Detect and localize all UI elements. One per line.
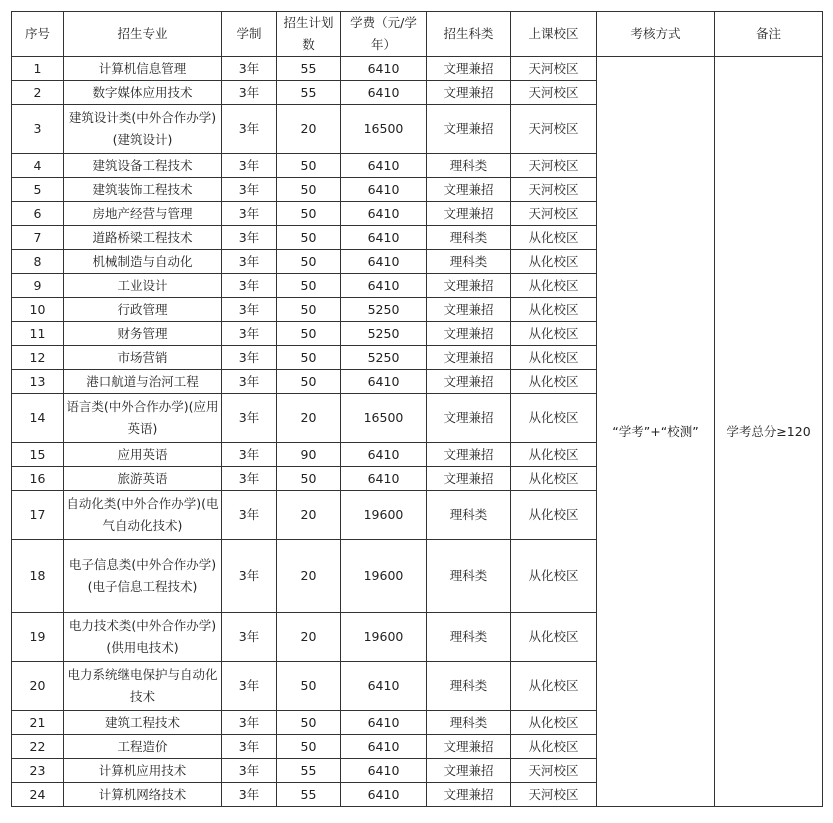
row-category: 文理兼招 [427, 274, 511, 298]
row-category: 理科类 [427, 540, 511, 613]
row-duration: 3年 [222, 491, 277, 540]
row-plan: 50 [277, 735, 341, 759]
row-no: 18 [12, 540, 64, 613]
row-campus: 天河校区 [511, 759, 597, 783]
row-fee: 19600 [341, 613, 427, 662]
row-category: 理科类 [427, 226, 511, 250]
row-category: 文理兼招 [427, 81, 511, 105]
row-campus: 从化校区 [511, 491, 597, 540]
row-campus: 天河校区 [511, 105, 597, 154]
row-category: 文理兼招 [427, 735, 511, 759]
row-fee: 16500 [341, 394, 427, 443]
row-fee: 16500 [341, 105, 427, 154]
row-plan: 50 [277, 250, 341, 274]
row-campus: 天河校区 [511, 57, 597, 81]
header-major: 招生专业 [64, 12, 222, 57]
header-duration: 学制 [222, 12, 277, 57]
row-major: 行政管理 [64, 298, 222, 322]
row-no: 12 [12, 346, 64, 370]
row-plan: 50 [277, 711, 341, 735]
row-campus: 天河校区 [511, 154, 597, 178]
row-fee: 5250 [341, 346, 427, 370]
row-campus: 从化校区 [511, 711, 597, 735]
row-campus: 从化校区 [511, 394, 597, 443]
row-duration: 3年 [222, 81, 277, 105]
row-duration: 3年 [222, 759, 277, 783]
row-category: 文理兼招 [427, 105, 511, 154]
row-category: 文理兼招 [427, 178, 511, 202]
row-fee: 6410 [341, 226, 427, 250]
row-plan: 20 [277, 105, 341, 154]
header-campus: 上课校区 [511, 12, 597, 57]
row-major: 电子信息类(中外合作办学)(电子信息工程技术) [64, 540, 222, 613]
row-major: 计算机应用技术 [64, 759, 222, 783]
row-duration: 3年 [222, 735, 277, 759]
header-remarks: 备注 [715, 12, 823, 57]
row-campus: 天河校区 [511, 178, 597, 202]
row-category: 文理兼招 [427, 394, 511, 443]
row-plan: 50 [277, 202, 341, 226]
row-plan: 50 [277, 662, 341, 711]
header-fee: 学费（元/学年） [341, 12, 427, 57]
row-major: 财务管理 [64, 322, 222, 346]
row-category: 文理兼招 [427, 346, 511, 370]
row-fee: 6410 [341, 370, 427, 394]
row-category: 文理兼招 [427, 467, 511, 491]
row-campus: 从化校区 [511, 274, 597, 298]
row-major: 房地产经营与管理 [64, 202, 222, 226]
row-no: 17 [12, 491, 64, 540]
row-no: 21 [12, 711, 64, 735]
row-duration: 3年 [222, 154, 277, 178]
row-plan: 50 [277, 154, 341, 178]
row-duration: 3年 [222, 540, 277, 613]
row-plan: 55 [277, 81, 341, 105]
row-major: 道路桥梁工程技术 [64, 226, 222, 250]
row-plan: 20 [277, 540, 341, 613]
row-category: 理科类 [427, 662, 511, 711]
row-duration: 3年 [222, 250, 277, 274]
row-duration: 3年 [222, 662, 277, 711]
row-fee: 5250 [341, 322, 427, 346]
row-fee: 6410 [341, 759, 427, 783]
row-campus: 从化校区 [511, 443, 597, 467]
row-duration: 3年 [222, 346, 277, 370]
row-duration: 3年 [222, 226, 277, 250]
row-no: 15 [12, 443, 64, 467]
row-no: 1 [12, 57, 64, 81]
row-major: 工业设计 [64, 274, 222, 298]
row-fee: 6410 [341, 154, 427, 178]
row-plan: 50 [277, 370, 341, 394]
row-no: 10 [12, 298, 64, 322]
row-duration: 3年 [222, 370, 277, 394]
row-fee: 6410 [341, 467, 427, 491]
row-plan: 50 [277, 322, 341, 346]
row-campus: 天河校区 [511, 81, 597, 105]
row-duration: 3年 [222, 711, 277, 735]
row-major: 语言类(中外合作办学)(应用英语) [64, 394, 222, 443]
remarks-cell: 学考总分≥120 [715, 57, 823, 807]
row-campus: 天河校区 [511, 783, 597, 807]
row-campus: 从化校区 [511, 370, 597, 394]
row-duration: 3年 [222, 394, 277, 443]
row-category: 理科类 [427, 491, 511, 540]
row-fee: 6410 [341, 443, 427, 467]
row-no: 19 [12, 613, 64, 662]
row-category: 文理兼招 [427, 298, 511, 322]
row-no: 4 [12, 154, 64, 178]
row-campus: 天河校区 [511, 202, 597, 226]
row-campus: 从化校区 [511, 540, 597, 613]
row-major: 应用英语 [64, 443, 222, 467]
row-campus: 从化校区 [511, 226, 597, 250]
row-no: 22 [12, 735, 64, 759]
row-category: 文理兼招 [427, 783, 511, 807]
row-major: 计算机信息管理 [64, 57, 222, 81]
row-plan: 50 [277, 178, 341, 202]
row-plan: 55 [277, 783, 341, 807]
row-category: 理科类 [427, 250, 511, 274]
row-plan: 20 [277, 613, 341, 662]
row-no: 2 [12, 81, 64, 105]
row-no: 7 [12, 226, 64, 250]
row-major: 工程造价 [64, 735, 222, 759]
row-major: 数字媒体应用技术 [64, 81, 222, 105]
row-fee: 19600 [341, 540, 427, 613]
row-major: 机械制造与自动化 [64, 250, 222, 274]
row-category: 理科类 [427, 154, 511, 178]
row-plan: 55 [277, 759, 341, 783]
row-no: 20 [12, 662, 64, 711]
header-assessment: 考核方式 [597, 12, 715, 57]
row-major: 港口航道与治河工程 [64, 370, 222, 394]
row-plan: 50 [277, 346, 341, 370]
row-no: 5 [12, 178, 64, 202]
row-duration: 3年 [222, 467, 277, 491]
row-plan: 20 [277, 394, 341, 443]
row-duration: 3年 [222, 613, 277, 662]
row-campus: 从化校区 [511, 467, 597, 491]
row-duration: 3年 [222, 178, 277, 202]
row-category: 文理兼招 [427, 57, 511, 81]
row-duration: 3年 [222, 105, 277, 154]
row-duration: 3年 [222, 274, 277, 298]
row-campus: 从化校区 [511, 346, 597, 370]
row-plan: 20 [277, 491, 341, 540]
header-row [12, 12, 823, 57]
row-plan: 50 [277, 274, 341, 298]
row-fee: 6410 [341, 250, 427, 274]
row-duration: 3年 [222, 443, 277, 467]
row-major: 自动化类(中外合作办学)(电气自动化技术) [64, 491, 222, 540]
row-no: 8 [12, 250, 64, 274]
row-major: 市场营销 [64, 346, 222, 370]
row-plan: 50 [277, 226, 341, 250]
row-fee: 6410 [341, 81, 427, 105]
row-fee: 6410 [341, 711, 427, 735]
row-no: 3 [12, 105, 64, 154]
row-fee: 6410 [341, 274, 427, 298]
row-no: 6 [12, 202, 64, 226]
row-fee: 6410 [341, 735, 427, 759]
row-fee: 5250 [341, 298, 427, 322]
row-major: 电力技术类(中外合作办学)(供用电技术) [64, 613, 222, 662]
row-category: 文理兼招 [427, 202, 511, 226]
row-major: 建筑设备工程技术 [64, 154, 222, 178]
row-category: 文理兼招 [427, 322, 511, 346]
row-no: 9 [12, 274, 64, 298]
row-major: 建筑装饰工程技术 [64, 178, 222, 202]
enrollment-table [11, 11, 823, 807]
row-no: 13 [12, 370, 64, 394]
row-duration: 3年 [222, 57, 277, 81]
table-row [12, 57, 823, 81]
row-campus: 从化校区 [511, 250, 597, 274]
header-plan: 招生计划数 [277, 12, 341, 57]
row-major: 建筑工程技术 [64, 711, 222, 735]
row-campus: 从化校区 [511, 613, 597, 662]
row-duration: 3年 [222, 298, 277, 322]
row-campus: 从化校区 [511, 298, 597, 322]
row-category: 文理兼招 [427, 443, 511, 467]
row-plan: 55 [277, 57, 341, 81]
row-duration: 3年 [222, 202, 277, 226]
row-category: 理科类 [427, 711, 511, 735]
row-duration: 3年 [222, 783, 277, 807]
assessment-cell: “学考”+“校测” [597, 57, 715, 807]
row-plan: 90 [277, 443, 341, 467]
row-no: 24 [12, 783, 64, 807]
row-major: 建筑设计类(中外合作办学)(建筑设计) [64, 105, 222, 154]
row-duration: 3年 [222, 322, 277, 346]
row-fee: 6410 [341, 783, 427, 807]
row-no: 23 [12, 759, 64, 783]
row-category: 文理兼招 [427, 759, 511, 783]
row-campus: 从化校区 [511, 735, 597, 759]
row-fee: 6410 [341, 178, 427, 202]
row-major: 电力系统继电保护与自动化技术 [64, 662, 222, 711]
row-category: 文理兼招 [427, 370, 511, 394]
row-fee: 6410 [341, 202, 427, 226]
row-major: 计算机网络技术 [64, 783, 222, 807]
header-category: 招生科类 [427, 12, 511, 57]
row-category: 理科类 [427, 613, 511, 662]
header-no: 序号 [12, 12, 64, 57]
row-campus: 从化校区 [511, 662, 597, 711]
row-plan: 50 [277, 298, 341, 322]
row-major: 旅游英语 [64, 467, 222, 491]
row-fee: 6410 [341, 662, 427, 711]
row-fee: 6410 [341, 57, 427, 81]
row-no: 16 [12, 467, 64, 491]
row-plan: 50 [277, 467, 341, 491]
row-campus: 从化校区 [511, 322, 597, 346]
row-no: 14 [12, 394, 64, 443]
row-no: 11 [12, 322, 64, 346]
row-fee: 19600 [341, 491, 427, 540]
